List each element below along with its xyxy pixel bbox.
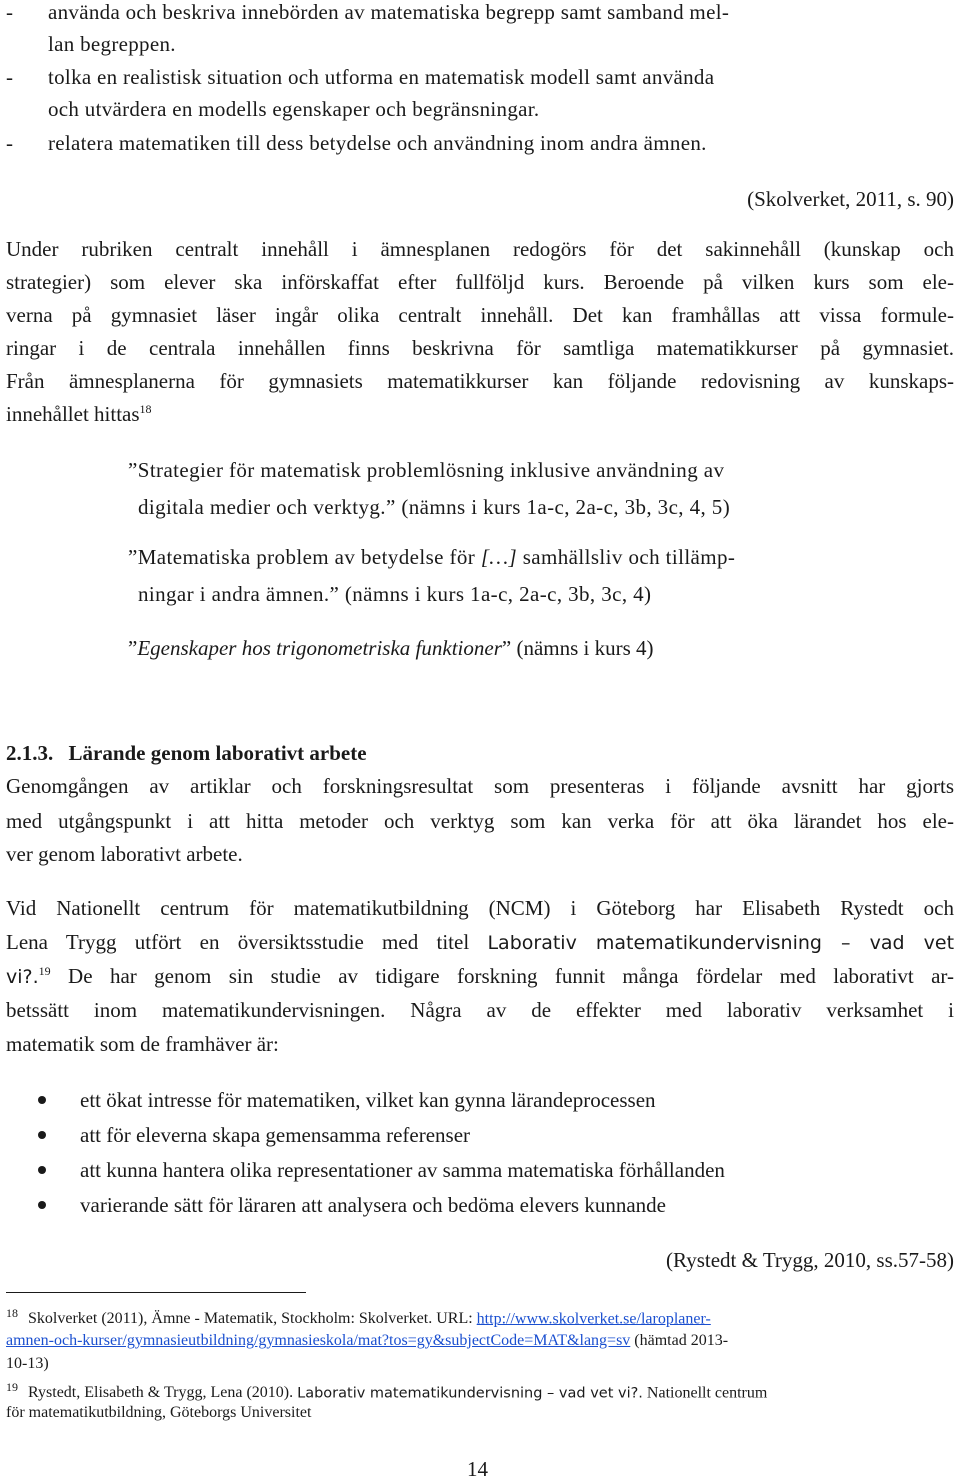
- paragraph-line: ringar i de centrala innehållen finns beskrivna för samtliga matematikkurser på gymnasiet.: [6, 336, 954, 360]
- citation: (Rystedt & Trygg, 2010, ss.57-58): [666, 1248, 954, 1272]
- footnote-reference: 18: [139, 402, 152, 416]
- quote-text: ningar i andra ämnen.: [138, 582, 330, 606]
- quote-text: Matematiska problem av betydelse för: [137, 545, 476, 569]
- quote-text: Strategier för matematisk problemlösning inklusive användning av: [137, 458, 725, 482]
- paragraph-line: Under rubriken centralt innehåll i ämnesplanen redogörs för det sakinnehåll (kunskap och: [6, 237, 954, 261]
- section-title: Lärande genom laborativt arbete: [68, 741, 367, 765]
- list-item-text: tolka en realistisk situation och utforma en matematisk modell samt använda: [48, 65, 715, 89]
- bullet-icon: [38, 1096, 46, 1104]
- footnote-line: [6, 1332, 728, 1350]
- footnote-text: (hämtad 2013-: [634, 1332, 729, 1349]
- list-item-text: att kunna hantera olika representationer av samma matematiska förhållanden: [80, 1158, 725, 1182]
- footnote-text: Skolverket (2011), Ämne - Matematik, Stockholm: Skolverket. URL:: [28, 1310, 473, 1328]
- paragraph-line: verna på gymnasiet läser ingår olika centralt innehåll. Det kan framhållas att vissa formule-: [6, 303, 954, 327]
- bullet-icon: [38, 1131, 46, 1139]
- quote-note: (nämns i kurs 4): [516, 636, 654, 660]
- quote-mark: ”: [329, 582, 340, 606]
- footnote-line: 10-13): [6, 1355, 49, 1372]
- footnote-number: 19: [6, 1380, 18, 1394]
- list-item-text: varierande sätt för läraren att analysera och bedöma elevers kunnande: [80, 1193, 666, 1217]
- page-number: 14: [467, 1457, 488, 1481]
- paragraph-line: Genomgången av artiklar och forskningsresultat som presenteras i följande avsnitt har gjorts: [6, 774, 954, 798]
- quote-line: [128, 632, 654, 665]
- footnote-line: för matematikutbildning, Göteborgs Universitet: [6, 1404, 312, 1421]
- quote-mark: ”: [128, 458, 138, 482]
- quote-note: (nämns i kurs 1a-c, 2a-c, 3b, 3c, 4, 5): [401, 495, 731, 519]
- footnote-line: [6, 1306, 711, 1328]
- list-item: [6, 61, 936, 125]
- list-item-text: ett ökat intresse för matematiken, vilket kan gynna lärandeprocessen: [80, 1088, 656, 1112]
- footnote-link[interactable]: http://www.skolverket.se/laroplaner-: [476, 1310, 711, 1328]
- quote-line: [138, 578, 651, 611]
- quote-bracket: […]: [480, 545, 518, 569]
- list-dash: -: [6, 131, 14, 155]
- list-item-text: lan begreppen.: [48, 32, 176, 56]
- quote-mark: ”: [128, 636, 138, 660]
- paragraph-line: [6, 964, 954, 989]
- quote-mark: ”: [128, 545, 138, 569]
- footnote-number: 18: [6, 1306, 18, 1320]
- list-item: [6, 0, 936, 60]
- list-item-text: relatera matematiken till dess betydelse och användning inom andra ämnen.: [48, 131, 707, 155]
- quote-text: samhällsliv och tillämp-: [522, 545, 736, 569]
- quote-text: digitala medier och verktyg.: [138, 495, 386, 519]
- paragraph-line: matematik som de framhäver är:: [6, 1032, 279, 1056]
- paragraph-text: Lena Trygg utfört en översiktsstudie med titel: [6, 930, 470, 954]
- paragraph-line: Vid Nationellt centrum för matematikutbildning (NCM) i Göteborg har Elisabeth Rystedt och: [6, 896, 954, 920]
- paragraph-line: [6, 402, 152, 427]
- bullet-icon: [38, 1201, 46, 1209]
- paragraph-line: betssätt inom matematikundervisningen. Några av de effekter med laborativ verksamhet i: [6, 998, 954, 1022]
- paragraph-line: Från ämnesplanerna för gymnasiets matematikkurser kan följande redovisning av kunskaps-: [6, 369, 954, 393]
- list-item-text: använda och beskriva innebörden av matematiska begrepp samt samband mel-: [48, 0, 730, 24]
- paragraph-line: ver genom laborativt arbete.: [6, 842, 243, 866]
- footnote-reference: 19: [38, 964, 51, 978]
- quote-line: [128, 458, 724, 483]
- citation: (Skolverket, 2011, s. 90): [747, 187, 954, 211]
- quote-mark: ”: [501, 636, 512, 660]
- paragraph-line: [6, 930, 954, 955]
- footnote-line: [6, 1380, 767, 1402]
- paragraph-line: strategier) som elever ska införskaffat efter fullföljd kurs. Beroende på vilken kurs som ele-: [6, 270, 954, 294]
- section-heading: [6, 741, 367, 766]
- quote-text: Egenskaper hos trigonometriska funktioner: [137, 636, 502, 660]
- list-item-text: att för eleverna skapa gemensamma referenser: [80, 1123, 471, 1147]
- quote-line: [128, 545, 735, 570]
- paragraph-text: De har genom sin studie av tidigare forskning funnit många fördelar med laborativt ar-: [50, 964, 954, 988]
- title-text: vi?.: [6, 966, 39, 988]
- list-dash: -: [6, 0, 14, 24]
- paragraph-line: med utgångspunkt i att hitta metoder och verktyg som kan verka för att öka lärandet hos ele-: [6, 809, 954, 833]
- title-text: Laborativ matematikundervisning – vad vet: [487, 932, 955, 954]
- section-number: 2.1.3.: [6, 741, 54, 765]
- paragraph-text: innehållet hittas: [6, 402, 140, 426]
- quote-note: (nämns i kurs 1a-c, 2a-c, 3b, 3c, 4): [344, 582, 652, 606]
- quote-mark: ”: [385, 495, 396, 519]
- list-item-text: och utvärdera en modells egenskaper och begränsningar.: [48, 97, 540, 121]
- quote-line: [138, 491, 730, 524]
- list-dash: -: [6, 65, 14, 89]
- list-item: [6, 127, 936, 159]
- bullet-icon: [38, 1166, 46, 1174]
- footnote-title: Laborativ matematikundervisning – vad vet vi?.: [297, 1385, 643, 1402]
- footnote-text: Rystedt, Elisabeth & Trygg, Lena (2010).: [28, 1384, 294, 1402]
- footnote-link[interactable]: amnen-och-kurser/gymnasieutbildning/gymnasieskola/mat?tos=gy&subjectCode=MAT&lang=sv: [6, 1332, 631, 1349]
- footnote-separator: [6, 1292, 306, 1293]
- footnote-text: Nationellt centrum: [646, 1384, 768, 1402]
